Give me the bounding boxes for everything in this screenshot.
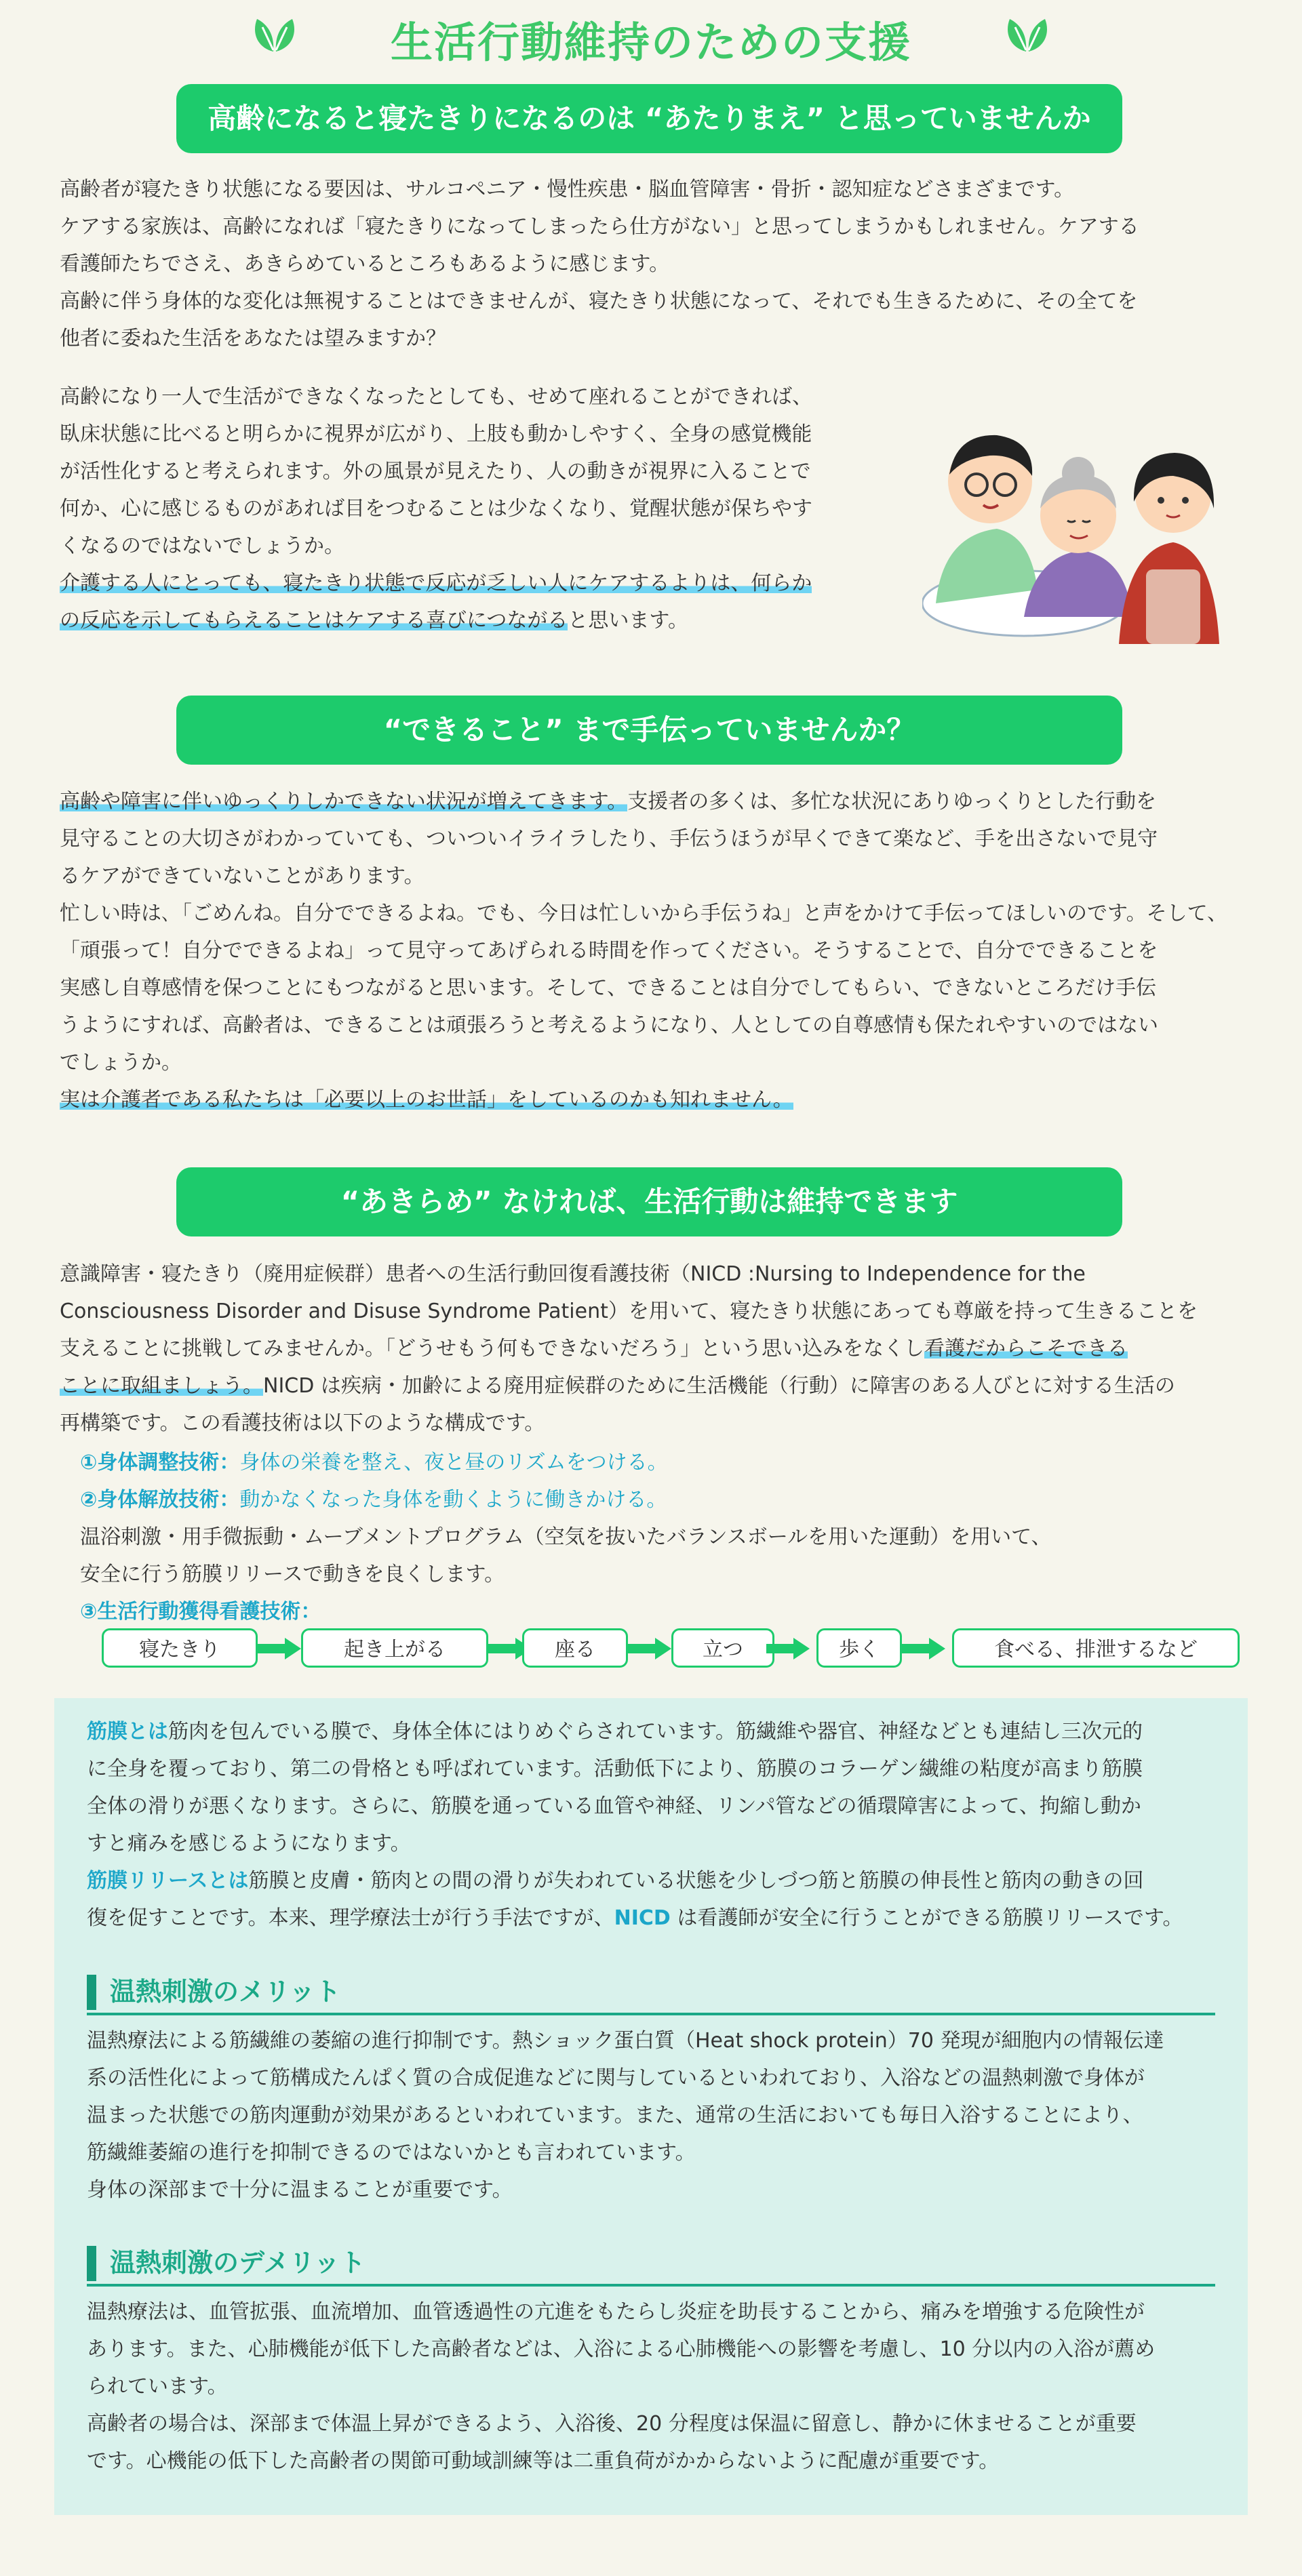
fascia-definition [87,1713,1226,1937]
caregivers-illustration [922,400,1221,644]
arrow-right-icon [628,1638,671,1659]
flow-step: 立つ [671,1628,774,1668]
fascia-info-panel [54,1698,1248,2515]
page-title-area [0,12,1302,73]
text-line: 全体の滑りが悪くなります。さらに、筋膜を通っている血管や神経、リンパ管などの循環障害によって、拘縮し動か [87,1794,1141,1818]
text-line: くなるのではないでしょうか。 [60,534,344,558]
text-line: に全身を覆っており、第二の骨格とも呼ばれています。活動低下により、筋膜のコラーゲン繊維の粘度が高まり筋膜 [87,1757,1143,1781]
text-line: 見守ることの大切さがわかっていても、ついついイライラしたり、手伝うほうが早くできて楽など、手を出さないで見守 [60,827,1158,851]
flow-step: 食べる、排泄するなど [952,1628,1240,1668]
text-line: 忙しい時は､「ごめんね。自分でできるよね。でも、今日は忙しいから手伝うね」と声をかけて手伝ってほしいのです。そして、 [60,902,1227,925]
step-heading: ③生活行動獲得看護技術： [80,1600,321,1624]
nicd-steps [80,1444,1233,1630]
demerit-body [87,2293,1226,2480]
subsection-title: 温熱刺激のデメリット [110,2248,366,2278]
leaf-icon [1000,14,1054,54]
text-line: 再構築です。この看護技術は以下のような構成です。 [60,1411,545,1435]
term-label: 筋膜リリースとは [87,1869,249,1893]
text-line: 臥床状態に比べると明らかに視界が広がり、上肢も動かしやすく、全身の感覚機能 [60,422,812,446]
step-detail: 安全に行う筋膜リリースで動きを良くします。 [80,1563,505,1586]
term-label: 筋膜とは [87,1720,168,1744]
text-line: 温まった状態での筋肉運動が効果があるといわれています。また、通常の生活においても毎日入浴することにより、 [87,2104,1143,2127]
text-line: 高齢者の場合は、深部まで体温上昇ができるよう、入浴後、20 分程度は保温に留意し、静かに休ませることが重要 [87,2412,1137,2436]
text-line: 意識障害・寝たきり（廃用症候群）患者への生活行動回復看護技術（NICD :Nursing to Independence for the [60,1262,1086,1286]
merit-body [87,2022,1226,2209]
text-line: Consciousness Disorder and Disuse Syndrome Patient）を用いて、寝たきり状態にあっても尊厳を持って生きることを [60,1300,1198,1323]
step-heading: ①身体調整技術： [80,1451,240,1474]
step-heading: ②身体解放技術： [80,1488,240,1512]
highlighted-text: 介護する人にとっても、寝たきり状態で反応が乏しい人にケアするよりは、何らか [60,571,812,595]
step-2 [80,1481,1233,1518]
life-activity-flow [102,1628,1241,1670]
text-line: あります。また、心肺機能が低下した高齢者などは、入浴による心肺機能への影響を考慮し、10 分以内の入浴が薦め [87,2337,1156,2361]
text-line: が活性化すると考えられます。外の風景が見えたり、人の動きが視界に入ることで [60,460,811,483]
highlighted-text: 実は介護者である私たちは「必要以上のお世話」をしているのかも知れません。 [60,1088,793,1112]
step-3 [80,1593,1233,1630]
step-1 [80,1444,1233,1481]
text-line: 看護師たちでさえ、あきらめているところもあるように感じます。 [60,252,670,276]
highlighted-text: 高齢や障害に伴いゆっくりしかできない状況が増えてきます。 [60,790,628,813]
step-description: 動かなくなった身体を動くように働きかける。 [239,1488,667,1512]
section2-body [60,783,1246,1119]
text-line: 筋膜と皮膚・筋肉との間の滑りが失われている状態を少しづつ筋と筋膜の伸長性と筋肉の動きの回 [248,1869,1144,1893]
section-banner-1: 高齢になると寝たきりになるのは “あたりまえ” と思っていませんか [176,84,1122,153]
highlighted-text: ことに取組ましょう。 [60,1374,263,1398]
section-banner-3: “あきらめ” なければ、生活行動は維持できます [176,1167,1122,1236]
text-line: 支えることに挑戦してみませんか。「どうせもう何もできないだろう」という思い込みをなくし [60,1337,924,1361]
term-label: NICD [614,1906,671,1930]
demerit-heading [87,2242,1215,2287]
arrow-right-icon [766,1638,810,1659]
text-line: 高齢に伴う身体的な変化は無視することはできませんが、寝たきり状態になって、それでも生きるために、その全てを [60,289,1138,313]
step-detail: 温浴刺激・用手微振動・ムーブメントプログラム（空気を抜いたバランスボールを用いた運動）を用いて、 [80,1525,1052,1549]
text-line: 筋繊維萎縮の進行を抑制できるのではないかとも言われています。 [87,2141,696,2165]
text-line: と思います。 [568,609,689,632]
text-line: るケアができていないことがあります。 [60,864,425,888]
flow-step: 寝たきり [102,1628,258,1668]
text-line: 他者に委ねた生活をあなたは望みますか？ [60,327,446,350]
text-line: ケアする家族は、高齢になれば「寝たきりになってしまったら仕方がない」と思ってしまうかもしれません。ケアする [60,215,1139,239]
text-line: 系の活性化によって筋構成たんぱく質の合成促進などに関与しているといわれており、入浴などの温熱刺激で身体が [87,2066,1145,2090]
text-line: です。心機能の低下した高齢者の関節可動域訓練等は二重負荷がかからないように配慮が重要です。 [87,2449,1000,2473]
arrow-right-icon [902,1638,945,1659]
text-line: 筋肉を包んでいる膜で、身体全体にはりめぐらされています。筋繊維や器官、神経などとも連結し三次元的 [168,1720,1143,1744]
highlighted-text: の反応を示してもらえることはケアする喜びにつながる [60,609,568,632]
text-line: でしょうか。 [60,1051,182,1074]
section3-body [60,1255,1246,1442]
section-banner-2: “できること” まで手伝っていませんか？ [176,696,1122,765]
text-line: 温熱療法は、血管拡張、血流増加、血管透過性の亢進をもたらし炎症を助長することから、痛みを増強する危険性が [87,2300,1145,2324]
text-line: 復を促すことです。本来、理学療法士が行う手法ですが、 [87,1906,614,1930]
text-line: 高齢者が寝たきり状態になる要因は、サルコペニア・慢性疾患・脳血管障害・骨折・認知症などさまざまです。 [60,178,1075,201]
flow-step: 座る [522,1628,628,1668]
text-line: すと痛みを感じるようになります。 [87,1832,411,1855]
text-line: 身体の深部まで十分に温まることが重要です。 [87,2178,513,2202]
highlighted-text: 看護だからこそできる [924,1337,1128,1361]
text-line: NICD は疾病・加齢による廃用症候群のために生活機能（行動）に障害のある人びとに対する生活の [263,1374,1175,1398]
text-line: 「頑張って！自分でできるよね」って見守ってあげられる時間を作ってください。そうすることで、自分でできることを [60,939,1158,963]
text-line: 高齢になり一人で生活ができなくなったとしても、せめて座れることができれば、 [60,385,812,409]
flow-step: 起き上がる [301,1628,488,1668]
flow-step: 歩く [816,1628,902,1668]
section1-body [60,378,907,639]
page-title: 生活行動維持のための支援 [390,18,911,67]
text-line: は看護師が安全に行うことができる筋膜リリースです。 [670,1906,1183,1930]
subsection-title: 温熱刺激のメリット [110,1977,341,2007]
merit-heading [87,1971,1215,2015]
arrow-right-icon [258,1638,301,1659]
section1-intro [60,171,1246,357]
text-line: 温熱療法による筋繊維の萎縮の進行抑制です。熱ショック蛋白質（Heat shock protein）70 発現が細胞内の情報伝達 [87,2029,1164,2053]
text-line: 何か、心に感じるものがあれば目をつむることは少なくなり、覚醒状態が保ちやす [60,497,812,521]
text-line: 支援者の多くは、多忙な状況にありゆっくりとした行動を [627,790,1157,813]
leaf-icon [248,14,302,54]
text-line: られています。 [87,2375,228,2398]
text-line: うようにすれば、高齢者は、できることは頑張ろうと考えるようになり、人としての自尊感情も保たれやすいのではない [60,1013,1158,1037]
step-description: 身体の栄養を整え、夜と昼のリズムをつける。 [239,1451,668,1474]
text-line: 実感し自尊感情を保つことにもつながると思います。そして、できることは自分でしてもらい、できないところだけ手伝 [60,976,1156,1000]
